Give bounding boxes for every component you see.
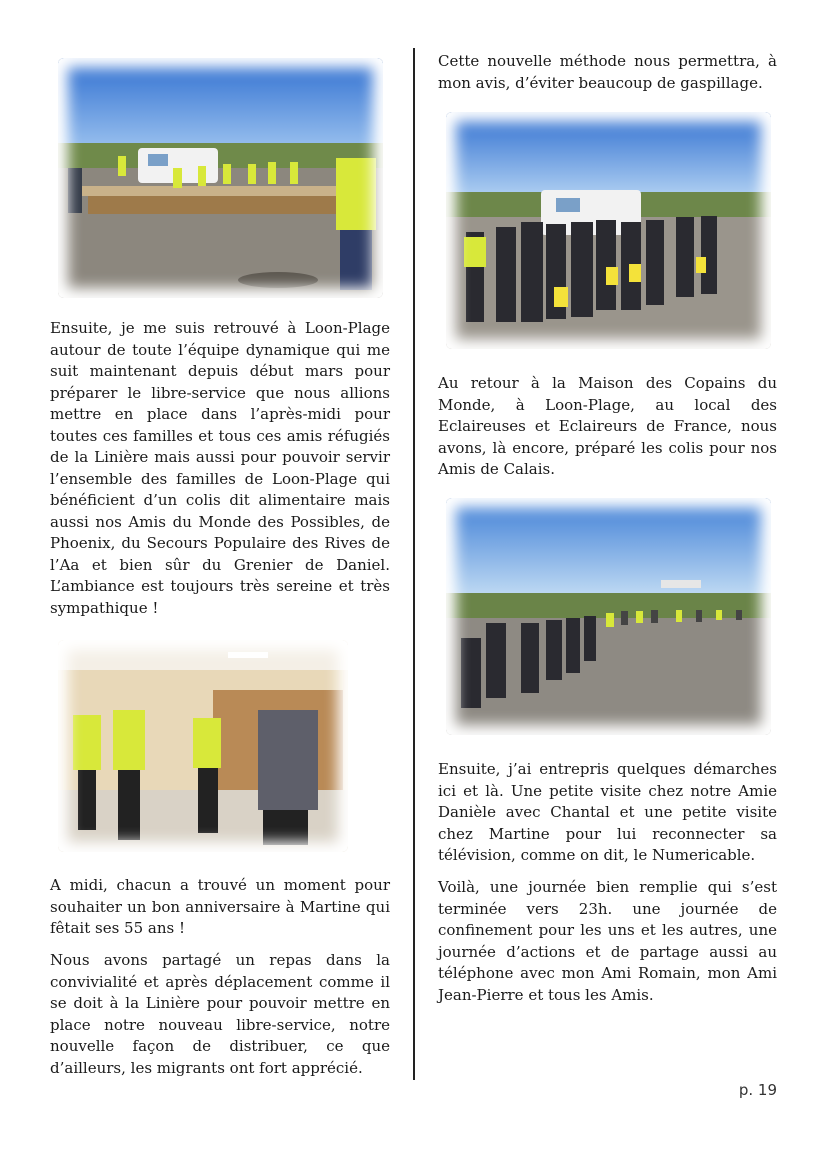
right-paragraph-1: Cette nouvelle méthode nous permettra, à mon avis, d’éviter beaucoup de gaspillage. — [438, 52, 777, 92]
photo-indoor-birthday — [58, 640, 348, 852]
photo-outdoor-tables — [58, 58, 383, 298]
column-divider — [413, 48, 415, 1080]
right-paragraph-3: Ensuite, j’ai entrepris quelques démarches ici et là. Une petite visite chez notre Amie Danièle avec Chantal et une petite visite chez Martine pour lui reconnecter sa télévision, comme on dit, le Numericable. — [438, 760, 777, 864]
right-paragraph-4: Voilà, une journée bien remplie qui s’est terminée vers 23h. une journée de confinement pour les uns et les autres, une journée d’actions et de partage aussi au téléphone avec mon Ami Romain, mon Ami Jean-Pierre et tous les Amis. — [438, 878, 777, 1004]
right-paragraph-2: Au retour à la Maison des Copains du Monde, à Loon-Plage, au local des Eclaireuses et Eclaireurs de France, nous avons, là encore, préparé les colis pour nos Amis de Calais. — [438, 374, 777, 478]
photo-long-queue — [446, 498, 771, 735]
left-paragraph-1: Ensuite, je me suis retrouvé à Loon-Plage autour de toute l’équipe dynamique qui me suit maintenant depuis début mars pour préparer le libre-service que nous allions mettre en place dans l’après-midi pour toutes ces familles et tous ces amis réfugiés de la Linière mais aussi pour pouvoir servir l’ensemble des familles de Loon-Plage qui bénéficient d’un colis dit alimentaire mais aussi nos Amis du Monde des Possibles, de Phoenix, du Secours Populaire des Rives de l’Aa et bien sûr du Grenier de Daniel. L’ambiance est toujours très sereine et très sympathique ! — [50, 319, 390, 617]
photo-queue-van — [446, 112, 771, 349]
left-paragraph-2: A midi, chacun a trouvé un moment pour souhaiter un bon anniversaire à Martine qui fêtait ses 55 ans ! — [50, 876, 390, 937]
page-number: p. 19 — [738, 1081, 777, 1099]
left-paragraph-3: Nous avons partagé un repas dans la convivialité et après déplacement comme il se doit à la Linière pour pouvoir mettre en place notre nouveau libre-service, notre nouvelle façon de distribuer, ce que d’ailleurs, les migrants ont fort apprécié. — [50, 951, 390, 1077]
